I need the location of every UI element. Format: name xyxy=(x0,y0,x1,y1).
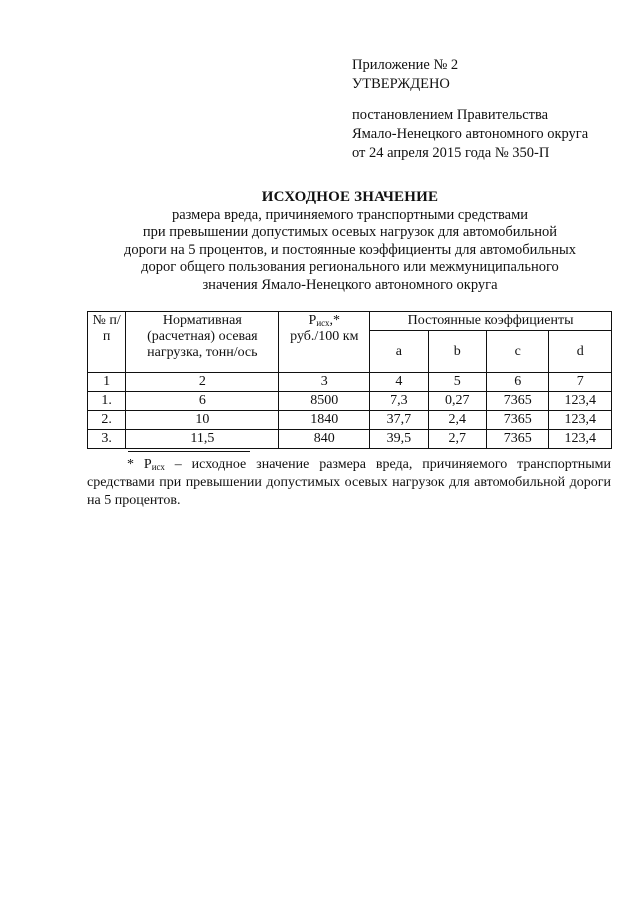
header-p xyxy=(279,312,370,373)
row-p: 840 xyxy=(279,430,370,449)
appendix-label: Приложение № 2 xyxy=(352,57,459,73)
row-b: 0,27 xyxy=(428,392,486,411)
header-p-sub: исх xyxy=(316,318,330,328)
footnote xyxy=(87,456,611,510)
row-load: 6 xyxy=(126,392,279,411)
header-b: b xyxy=(428,331,486,373)
colnum-5: 5 xyxy=(428,373,486,392)
approval-line-1: постановлением Правительства xyxy=(352,107,549,123)
header-coef-group: Постоянные коэффициенты xyxy=(370,312,612,331)
header-p-main: P xyxy=(308,313,317,328)
footnote-divider xyxy=(128,451,250,452)
colnum-2: 2 xyxy=(126,373,279,392)
table-column-numbers xyxy=(88,373,612,392)
table-row xyxy=(88,430,612,449)
approval-line-2: Ямало-Ненецкого автономного округа xyxy=(352,126,589,142)
footnote-sub: исх xyxy=(151,462,165,472)
header-num: № п/п xyxy=(88,312,126,373)
row-load: 11,5 xyxy=(126,430,279,449)
row-num: 1. xyxy=(88,392,126,411)
footnote-star: * P xyxy=(127,457,152,472)
row-load: 10 xyxy=(126,411,279,430)
colnum-6: 6 xyxy=(487,373,549,392)
document-title xyxy=(60,189,640,294)
approval-gap xyxy=(352,94,622,106)
row-c: 7365 xyxy=(487,392,549,411)
row-c: 7365 xyxy=(487,411,549,430)
colnum-7: 7 xyxy=(549,373,612,392)
row-b: 2,4 xyxy=(428,411,486,430)
header-load: Нормативная (расчетная) осевая нагрузка, тонн/ось xyxy=(126,312,279,373)
row-p: 8500 xyxy=(279,392,370,411)
colnum-3: 3 xyxy=(279,373,370,392)
approved-label: УТВЕРЖДЕНО xyxy=(352,76,450,92)
colnum-1: 1 xyxy=(88,373,126,392)
row-num: 3. xyxy=(88,430,126,449)
title-line-3: дороги на 5 процентов, и постоянные коэффициенты для автомобильных xyxy=(123,241,577,258)
title-line-4: дорог общего пользования регионального или межмуниципального xyxy=(141,259,559,275)
header-d: d xyxy=(549,331,612,373)
row-num: 2. xyxy=(88,411,126,430)
row-d: 123,4 xyxy=(549,430,612,449)
header-p-unit: руб./100 км xyxy=(290,329,359,344)
row-d: 123,4 xyxy=(549,392,612,411)
row-p: 1840 xyxy=(279,411,370,430)
header-c: c xyxy=(487,331,549,373)
table-row xyxy=(88,411,612,430)
approval-block xyxy=(352,56,622,163)
row-a: 37,7 xyxy=(370,411,428,430)
title-line-2: при превышении допустимых осевых нагрузок для автомобильной xyxy=(142,224,558,240)
row-c: 7365 xyxy=(487,430,549,449)
colnum-4: 4 xyxy=(370,373,428,392)
header-a: a xyxy=(370,331,428,373)
title-line-1: размера вреда, причиняемого транспортными средствами xyxy=(171,206,529,223)
coefficients-table xyxy=(87,311,612,449)
header-p-rest: ,* xyxy=(329,313,341,328)
title-line-5: значения Ямало-Ненецкого автономного округа xyxy=(202,276,498,293)
row-a: 7,3 xyxy=(370,392,428,411)
table-row xyxy=(88,392,612,411)
table-header-row xyxy=(88,312,612,331)
approval-line-3: от 24 апреля 2015 года № 350-П xyxy=(352,145,550,161)
row-d: 123,4 xyxy=(549,411,612,430)
footnote-text: – исходное значение размера вреда, причиняемого транспортными средствами при превышении допустимых осевых нагрузок для автомобильной дороги на 5 процентов. xyxy=(87,457,611,508)
row-a: 39,5 xyxy=(370,430,428,449)
title-heading: ИСХОДНОЕ ЗНАЧЕНИЕ xyxy=(261,189,439,205)
row-b: 2,7 xyxy=(428,430,486,449)
